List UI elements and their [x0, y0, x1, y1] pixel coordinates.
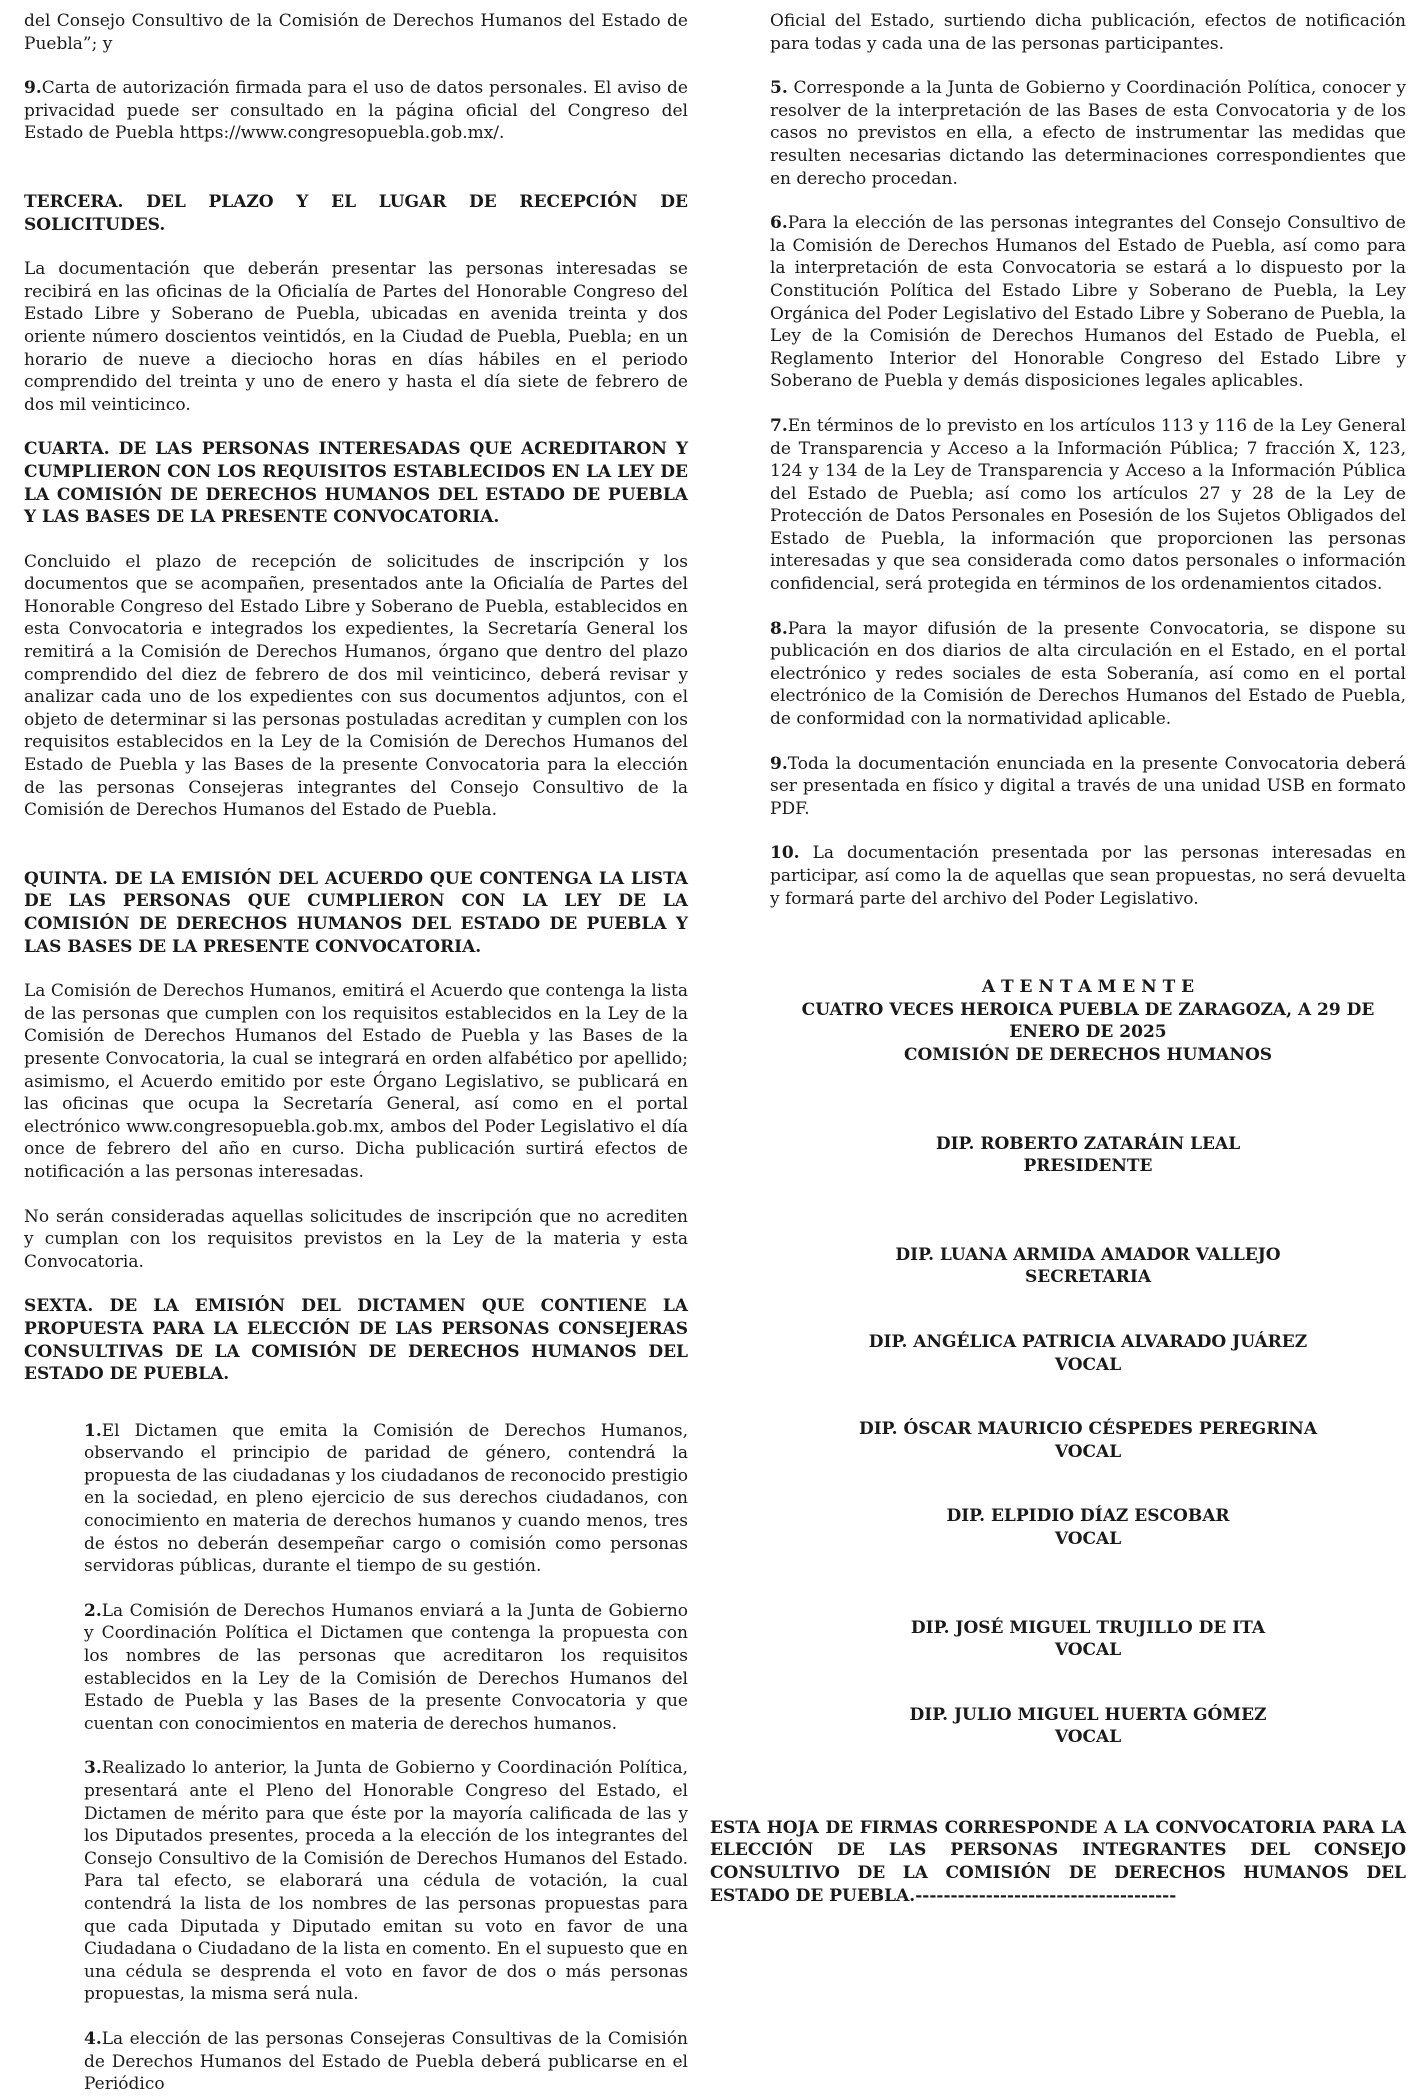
item-6-number: 6.	[770, 213, 788, 234]
signatory-name: DIP. JULIO MIGUEL HUERTA GÓMEZ	[909, 1704, 1267, 1725]
quinta-heading: QUINTA. DE LA EMISIÓN DEL ACUERDO QUE CONTENGA LA LISTA DE LAS PERSONAS QUE CUMPLIERON CON LA LEY DE LA COMISIÓN DE DERECHOS HUMANOS DEL ESTADO DE PUEBLA Y LAS BASES DE LA PRESENTE CONVOCATORIA.	[24, 868, 688, 957]
signatory-name: DIP. LUANA ARMIDA AMADOR VALLEJO	[895, 1244, 1281, 1265]
signatory-1	[770, 1133, 1406, 1178]
closing-block	[770, 976, 1406, 1066]
right-column	[710, 10, 1406, 1907]
signatory-name: DIP. ROBERTO ZATARÁIN LEAL	[935, 1133, 1241, 1154]
signatory-3	[770, 1331, 1406, 1376]
cuarta-heading: CUARTA. DE LAS PERSONAS INTERESADAS QUE ACREDITARON Y CUMPLIERON CON LOS REQUISITOS ESTABLECIDOS EN LA LEY DE LA COMISIÓN DE DERECHOS HUMANOS DEL ESTADO DE PUEBLA Y LAS BASES DE LA PRESENTE CONVOCATORIA.	[24, 439, 688, 528]
signatory-name: DIP. JOSÉ MIGUEL TRUJILLO DE ITA	[910, 1617, 1266, 1638]
item-5-number: 5.	[770, 78, 788, 99]
item-9	[24, 77, 688, 145]
item-9-number: 9.	[24, 78, 42, 99]
commission-name: COMISIÓN DE DERECHOS HUMANOS	[903, 1044, 1273, 1065]
tercera-heading: TERCERA. DEL PLAZO Y EL LUGAR DE RECEPCIÓN DE SOLICITUDES.	[24, 191, 688, 235]
item-9-right	[770, 753, 1406, 821]
signatory-role: VOCAL	[1054, 1441, 1122, 1462]
sexta-item-4-number: 4.	[84, 2028, 102, 2049]
signatory-4	[770, 1418, 1406, 1463]
item-7-number: 7.	[770, 415, 788, 436]
signatory-role: VOCAL	[1054, 1727, 1122, 1748]
item-9-text: Carta de autorización firmada para el uso de datos personales. El aviso de privacidad puede ser consultado en la página oficial del Congreso del Estado de Puebla https://www.congresopuebla.gob.mx/.	[24, 78, 688, 144]
item-5	[770, 77, 1406, 190]
item-7	[770, 415, 1406, 596]
sexta-item-2	[84, 1600, 688, 1736]
atentamente: A T E N T A M E N T E	[981, 977, 1195, 998]
item-10	[770, 842, 1406, 910]
sexta-item-3-number: 3.	[84, 1758, 102, 1779]
signatory-name: DIP. ELPIDIO DÍAZ ESCOBAR	[946, 1506, 1230, 1527]
item-6	[770, 212, 1406, 393]
signature-sheet-note: ESTA HOJA DE FIRMAS CORRESPONDE A LA CONVOCATORIA PARA LA ELECCIÓN DE LAS PERSONAS INTEGRANTES DEL CONSEJO CONSULTIVO DE LA COMISIÓN DE DERECHOS HUMANOS DEL ESTADO DE PUEBLA.-------------------------------------	[710, 1817, 1406, 1906]
sexta-item-2-text: La Comisión de Derechos Humanos enviará a la Junta de Gobierno y Coordinación Política el Dictamen que contenga la propuesta con los nombres de las personas que acreditaron los requisitos establecidos en la Ley de la Comisión de Derechos Humanos del Estado de Puebla y las Bases de la presente Convocatoria y que cuentan con conocimientos en materia de derechos humanos.	[84, 1600, 688, 1734]
continued-text: Oficial del Estado, surtiendo dicha publicación, efectos de notificación para todas y cada una de las personas participantes.	[770, 11, 1406, 54]
sexta-item-1	[84, 1420, 688, 1578]
signatory-role: PRESIDENTE	[1023, 1156, 1153, 1177]
item-9-right-text: Toda la documentación enunciada en la presente Convocatoria deberá ser presentada en físico y digital a través de una unidad USB en formato PDF.	[770, 753, 1406, 819]
sexta-heading: SEXTA. DE LA EMISIÓN DEL DICTAMEN QUE CONTIENE LA PROPUESTA PARA LA ELECCIÓN DE LAS PERSONAS CONSEJERAS CONSULTIVAS DE LA COMISIÓN DE DERECHOS HUMANOS DEL ESTADO DE PUEBLA.	[24, 1296, 688, 1385]
sexta-item-3-text: Realizado lo anterior, la Junta de Gobierno y Coordinación Política, presentará ante el Pleno del Honorable Congreso del Estado, el Dictamen de mérito para que éste por la mayoría calificada de las y los Diputados presentes, proceda a la elección de los integrantes del Consejo Consultivo de la Comisión de Derechos Humanos del Estado. Para tal efecto, se elaborará una cédula de votación, la cual contendrá la lista de los nombres de las personas propuestas para que cada Diputada y Diputado emitan su voto en favor de una Ciudadana o Ciudadano de la lista en comento. En el supuesto que en una cédula se desprenda el voto en favor de dos o más personas propuestas, la misma será nula.	[84, 1758, 688, 2005]
quinta-body-2: No serán consideradas aquellas solicitudes de inscripción que no acrediten y cumplan con los requisitos previstos en la Ley de la materia y esta Convocatoria.	[24, 1206, 688, 1272]
item-10-number: 10.	[770, 843, 800, 864]
sexta-item-1-number: 1.	[84, 1420, 102, 1441]
sexta-item-2-number: 2.	[84, 1600, 102, 1621]
signatory-name: DIP. ANGÉLICA PATRICIA ALVARADO JUÁREZ	[868, 1331, 1308, 1352]
cuarta-body: Concluido el plazo de recepción de solicitudes de inscripción y los documentos que se acompañen, presentados ante la Oficialía de Partes del Honorable Congreso del Estado Libre y Soberano de Puebla, establecidos en esta Convocatoria e integrados los expedientes, la Secretaría General los remitirá a la Comisión de Derechos Humanos, órgano que dentro del plazo comprendido del diez de febrero de dos mil veinticinco, deberá revisar y analizar cada uno de los expedientes con sus documentos adjuntos, con el objeto de determinar si las personas postuladas acreditan y cumplen con los requisitos establecidos en la Ley de la Comisión de Derechos Humanos del Estado de Puebla y las Bases de la presente Convocatoria para la elección de las personas Consejeras integrantes del Consejo Consultivo de la Comisión de Derechos Humanos del Estado de Puebla.	[24, 551, 688, 821]
item-5-text: Corresponde a la Junta de Gobierno y Coordinación Política, conocer y resolver de la interpretación de las Bases de esta Convocatoria y de los casos no previstos en ella, a efecto de instrumentar las medidas que resulten necesarias dictando las determinaciones correspondientes que en derecho procedan.	[770, 78, 1406, 189]
item-8	[770, 618, 1406, 731]
sexta-item-1-text: El Dictamen que emita la Comisión de Derechos Humanos, observando el principio de paridad de género, contendrá la propuesta de las ciudadanas y los ciudadanos de reconocido prestigio en la sociedad, en pleno ejercicio de sus derechos ciudadanos, con conocimiento en materia de derechos humanos y cuando menos, tres de éstos no deberán desempeñar cargo o comisión como personas servidoras públicas, durante el tiempo de su gestión.	[84, 1420, 688, 1577]
signatory-role: VOCAL	[1054, 1640, 1122, 1661]
item-6-text: Para la elección de las personas integrantes del Consejo Consultivo de la Comisión de Derechos Humanos del Estado de Puebla, así como para la interpretación de esta Convocatoria se estará a lo dispuesto por la Constitución Política del Estado Libre y Soberano de Puebla, la Ley Orgánica del Poder Legislativo del Estado Libre y Soberano de Puebla, la Ley de la Comisión de Derechos Humanos del Estado de Puebla, el Reglamento Interior del Honorable Congreso del Estado Libre y Soberano de Puebla y demás disposiciones legales aplicables.	[770, 213, 1406, 392]
signatory-role: VOCAL	[1054, 1354, 1122, 1375]
signatory-2	[770, 1244, 1406, 1289]
item-8-number: 8.	[770, 618, 788, 639]
signatory-name: DIP. ÓSCAR MAURICIO CÉSPEDES PEREGRINA	[858, 1419, 1318, 1440]
item-7-text: En términos de lo previsto en los artículos 113 y 116 de la Ley General de Transparencia y Acceso a la Información Pública; 7 fracción X, 123, 124 y 134 de la Ley de Transparencia y Acceso a la Información Pública del Estado de Puebla; así como los artículos 27 y 28 de la Ley de Protección de Datos Personales en Posesión de los Sujetos Obligados del Estado de Puebla, la información que proporcionen las personas interesadas y que sea considerada como datos personales o información confidencial, será protegida en términos de los ordenamientos citados.	[770, 415, 1406, 595]
signatory-role: VOCAL	[1054, 1528, 1122, 1549]
item-8-text: Para la mayor difusión de la presente Convocatoria, se dispone su publicación en dos diarios de alta circulación en el Estado, en el portal electrónico y redes sociales de esta Soberanía, así como en el portal electrónico de la Comisión de Derechos Humanos del Estado de Puebla, de conformidad con la normatividad aplicable.	[770, 618, 1406, 730]
left-column	[24, 10, 688, 2096]
signatory-role: SECRETARIA	[1024, 1267, 1152, 1288]
sexta-item-3	[84, 1757, 688, 2006]
place-date: CUATRO VECES HEROICA PUEBLA DE ZARAGOZA, A 29 DE ENERO DE 2025	[801, 999, 1375, 1043]
item-9-right-number: 9.	[770, 753, 788, 774]
intro-tail: del Consejo Consultivo de la Comisión de Derechos Humanos del Estado de Puebla”; y	[24, 11, 688, 54]
quinta-body-1: La Comisión de Derechos Humanos, emitirá el Acuerdo que contenga la lista de las personas que cumplen con los requisitos establecidos en la Ley de la Comisión de Derechos Humanos del Estado de Puebla y las Bases de la presente Convocatoria, la cual se integrará en orden alfabético por apellido; asimismo, el Acuerdo emitido por este Órgano Legislativo, se publicará en las oficinas que ocupa la Secretaría General, así como en el portal electrónico www.congresopuebla.gob.mx, ambos del Poder Legislativo el día once de febrero del año en curso. Dicha publicación surtirá efectos de notificación a las personas interesadas.	[24, 981, 688, 1182]
signatory-7	[770, 1704, 1406, 1749]
sexta-list	[84, 1420, 688, 2096]
signatory-6	[770, 1617, 1406, 1662]
sexta-item-4	[84, 2028, 688, 2096]
signatory-5	[770, 1505, 1406, 1550]
sexta-item-4-text: La elección de las personas Consejeras Consultivas de la Comisión de Derechos Humanos del Estado de Puebla deberá publicarse en el Periódico	[84, 2028, 688, 2095]
item-10-text: La documentación presentada por las personas interesadas en participar, así como la de aquellas que sean propuestas, no será devuelta y formará parte del archivo del Poder Legislativo.	[770, 843, 1406, 909]
tercera-body: La documentación que deberán presentar las personas interesadas se recibirá en las oficinas de la Oficialía de Partes del Honorable Congreso del Estado Libre y Soberano de Puebla, ubicadas en avenida treinta y dos oriente número doscientos veintidós, en la Ciudad de Puebla, Puebla; en un horario de nueve a dieciocho horas en días hábiles en el periodo comprendido del treinta y uno de enero y hasta el día siete de febrero de dos mil veinticinco.	[24, 259, 688, 415]
